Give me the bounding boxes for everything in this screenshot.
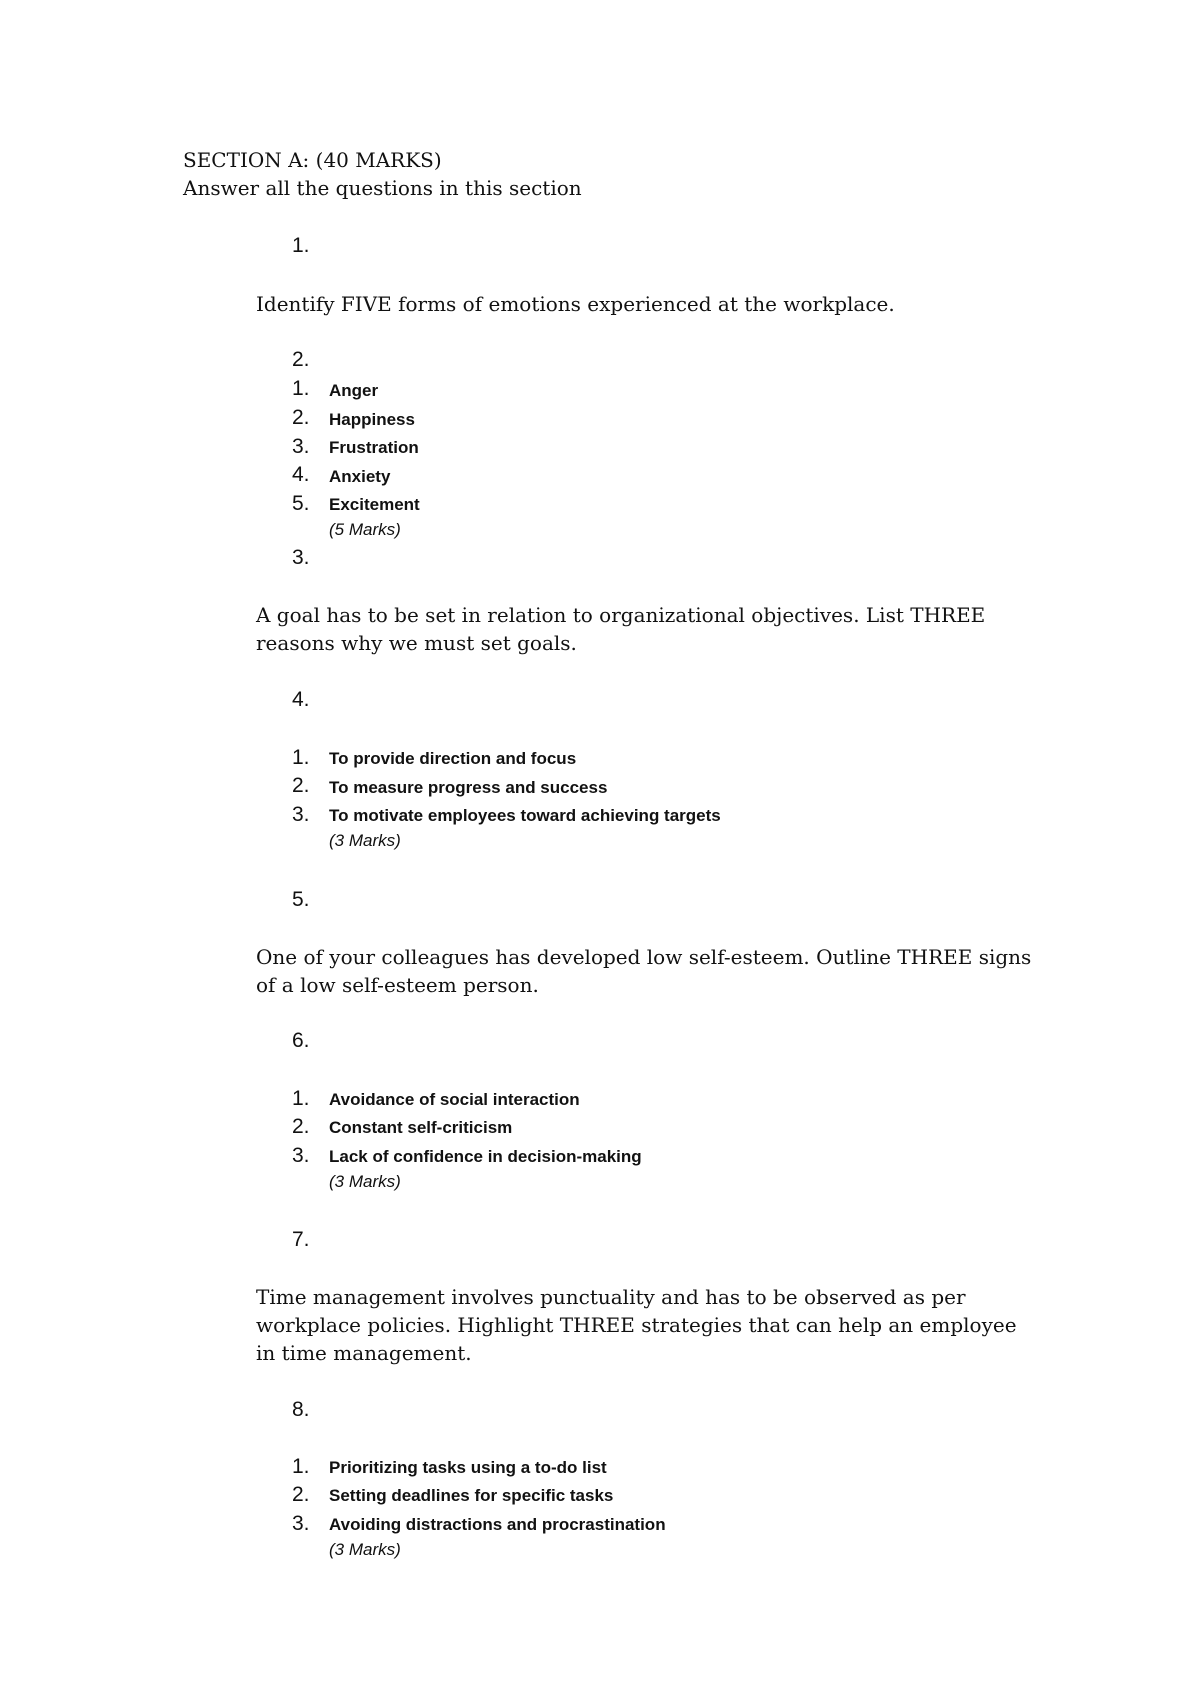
question-text: Identify FIVE forms of emotions experienced at the workplace. <box>256 292 895 316</box>
answer-item: Lack of confidence in decision-making <box>329 1147 642 1166</box>
answer-number: 1. <box>292 1087 310 1110</box>
answer-item: Prioritizing tasks using a to-do list <box>329 1458 607 1477</box>
answer-item: Anxiety <box>329 467 391 486</box>
marks-label: (3 Marks) <box>329 1172 401 1191</box>
answer-number: 2. <box>292 774 310 797</box>
question-number: 7. <box>292 1228 310 1251</box>
question-number: 1. <box>292 234 310 257</box>
marks-label: (3 Marks) <box>329 831 401 850</box>
answer-item: To provide direction and focus <box>329 749 577 768</box>
answer-item: Anger <box>329 381 379 400</box>
question-number: 6. <box>292 1029 310 1052</box>
answer-item: To measure progress and success <box>329 778 608 797</box>
answer-number: 5. <box>292 492 310 515</box>
answer-number: 2. <box>292 1483 310 1506</box>
answer-number: 1. <box>292 1455 310 1478</box>
answer-number: 1. <box>292 746 310 769</box>
answer-item: Constant self-criticism <box>329 1118 513 1137</box>
answer-number: 3. <box>292 435 310 458</box>
answer-number: 4. <box>292 463 310 486</box>
answer-item: To motivate employees toward achieving targets <box>329 806 721 825</box>
question-number: 4. <box>292 688 310 711</box>
answer-number: 3. <box>292 1512 310 1535</box>
answer-item: Setting deadlines for specific tasks <box>329 1486 614 1505</box>
answer-number: 2. <box>292 406 310 429</box>
question-number: 2. <box>292 348 310 371</box>
answer-number: 3. <box>292 1144 310 1167</box>
answer-item: Excitement <box>329 495 420 514</box>
section-instruction: Answer all the questions in this section <box>183 176 582 200</box>
question-text: A goal has to be set in relation to organizational objectives. List THREE reasons why we must set goals. <box>256 603 986 655</box>
answer-item: Happiness <box>329 410 415 429</box>
answer-item: Avoidance of social interaction <box>329 1090 580 1109</box>
answer-number: 3. <box>292 803 310 826</box>
answer-number: 2. <box>292 1115 310 1138</box>
question-number: 3. <box>292 546 310 569</box>
section-title: SECTION A: (40 MARKS) <box>183 148 442 172</box>
question-number: 5. <box>292 888 310 911</box>
question-number: 8. <box>292 1398 310 1421</box>
question-text: One of your colleagues has developed low self-esteem. Outline THREE signs of a low self-esteem person. <box>256 945 1032 997</box>
answer-number: 1. <box>292 377 310 400</box>
question-text: Time management involves punctuality and has to be observed as per workplace policies. Highlight THREE strategies that can help an employee in time management. <box>256 1285 1017 1365</box>
answer-item: Avoiding distractions and procrastination <box>329 1515 666 1534</box>
marks-label: (3 Marks) <box>329 1540 401 1559</box>
answer-item: Frustration <box>329 438 419 457</box>
marks-label: (5 Marks) <box>329 520 401 539</box>
